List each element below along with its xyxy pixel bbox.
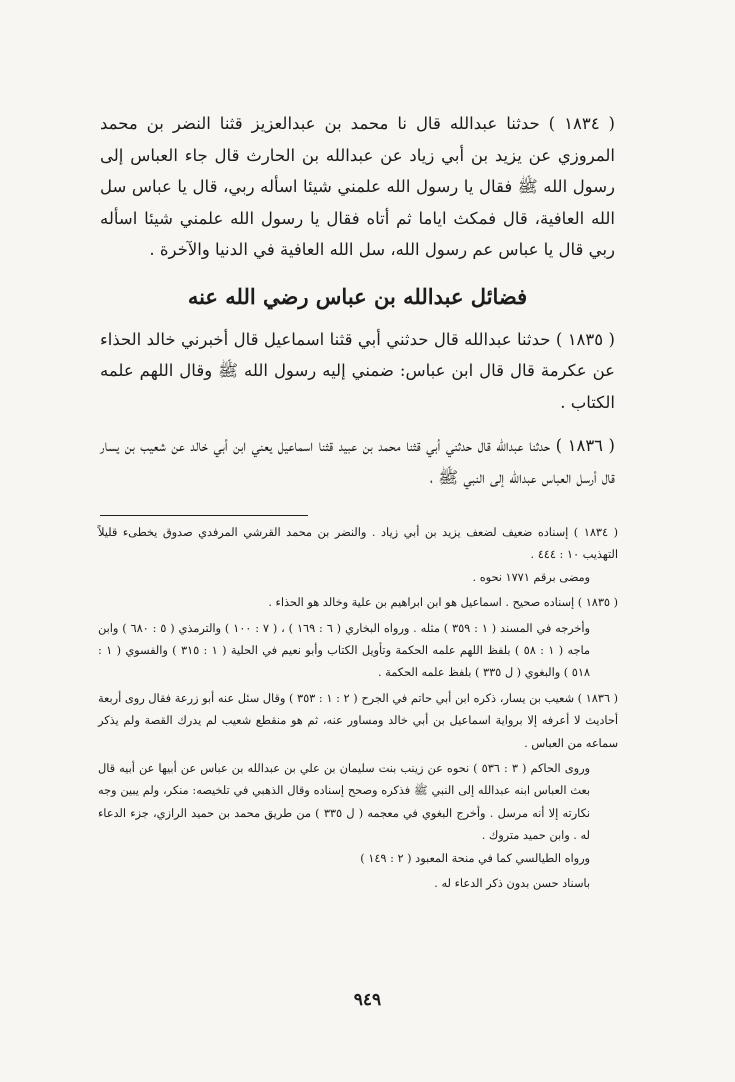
main-text [100,108,615,493]
hadith-1834: ( ١٨٣٤ ) حدثنا عبدالله قال نا محمد بن عبدالعزيز قثنا النضر بن محمد المروزي عن يزيد بن أبي زياد عن عبدالله بن الحارث قال جاء العباس إلى رسول الله ﷺ فقال يا رسول الله علمني شيئا اسأله ربي، قال يا عباس سل الله العافية، قال فمكث اياما ثم أتاه فقال يا رسول الله علمني شيئا اسأله ربي قال يا عباس عم رسول الله، سل الله العافية في الدنيا والآخرة . [100,114,615,259]
footnote-1834-cross-ref: ومضى برقم ١٧٧١ نحوه . [472,570,590,584]
hadith-1836: ( ١٨٣٦ ) حدثنا عبدالله قال حدثني أبي قثنا محمد بن عبيد قثنا اسماعيل يعني ابن أبي خالد عن شعيب بن يسار قال أرسل العباس عبدالله إلى النبي ﷺ ، [100,436,615,487]
hadith-1835: ( ١٨٣٥ ) حدثنا عبدالله قال حدثني أبي قثنا اسماعيل قال أخبرني خالد الحذاء عن عكرمة قال قال ابن عباس: ضمني إليه رسول الله ﷺ وقال اللهم علمه الكتاب . [100,329,615,412]
footnote-1836-isnad: باسناد حسن بدون ذكر الدعاء له . [434,877,590,891]
footnote-1836-tayalisi: ورواه الطيالسي كما في منحة المعبود ( ٢ : ١٤٩ ) [360,851,590,865]
footnote-1836: ( ١٨٣٦ ) شعيب بن يسار، ذكره ابن أبي حاتم في الجرح ( ٢ : ١ : ٣٥٣ ) وقال سئل عنه أبو زرعة فقال روى أربعة أحاديث لا أعرفه إلا برواية اسماعيل بن أبي خالد ومساور عنه، ثم هو منقطع شعيب لم يدرك القصة ولم يذكر سماعه من العباس . [98,691,618,750]
footnote-1836-hakim: وروى الحاكم ( ٣ : ٥٣٦ ) نحوه عن زينب بنت سليمان بن علي بن عبدالله بن عباس عن أبيها عن أبيه قال بعث العباس ابنه عبدالله إلى النبي ﷺ فذكره وصحح إسناده وقال الذهبي في تلخيصه: منكر، ولم يبين وجه نكارته إلا أنه مرسل . وأخرج البغوي في معجمه ( ل ٣٣٥ ) من طريق محمد بن حميد الرازي، جزء الدعاء له . وابن حميد متروك . [98,762,590,843]
footnote-1834: ( ١٨٣٤ ) إسناده ضعيف لضعف يزيد بن أبي زياد . والنضر بن محمد القرشي المرفدي صدوق يخطىء قليلاً التهذيب ١٠ : ٤٤٤ . [98,526,619,562]
footnote-1835: ( ١٨٣٥ ) إسناده صحيح . اسماعيل هو ابن ابراهيم بن علية وخالد هو الحذاء . [268,596,618,610]
page-number: ٩٤٩ [353,990,382,1010]
section-heading: فضائل عبدالله بن عباس رضي الله عنه [187,283,528,309]
footnote-1835-sources: وأخرجه في المسند ( ١ : ٣٥٩ ) مثله . ورواه البخاري ( ٦ : ١٦٩ ) ، ( ٧ : ١٠٠ ) والترمذي ( ٥ : ٦٨٠ ) وابن ماجه ( ١ : ٥٨ ) بلفظ اللهم علمه الحكمة وتأويل الكتاب وأبو نعيم في الحلية ( ١ : ٣١٥ ) والفسوي ( ١ : ٥١٨ ) والبغوي ( ل ٣٣٥ ) بلفظ علمه الحكمة . [98,621,590,680]
footnote-separator [100,515,308,516]
footnotes [98,522,618,896]
